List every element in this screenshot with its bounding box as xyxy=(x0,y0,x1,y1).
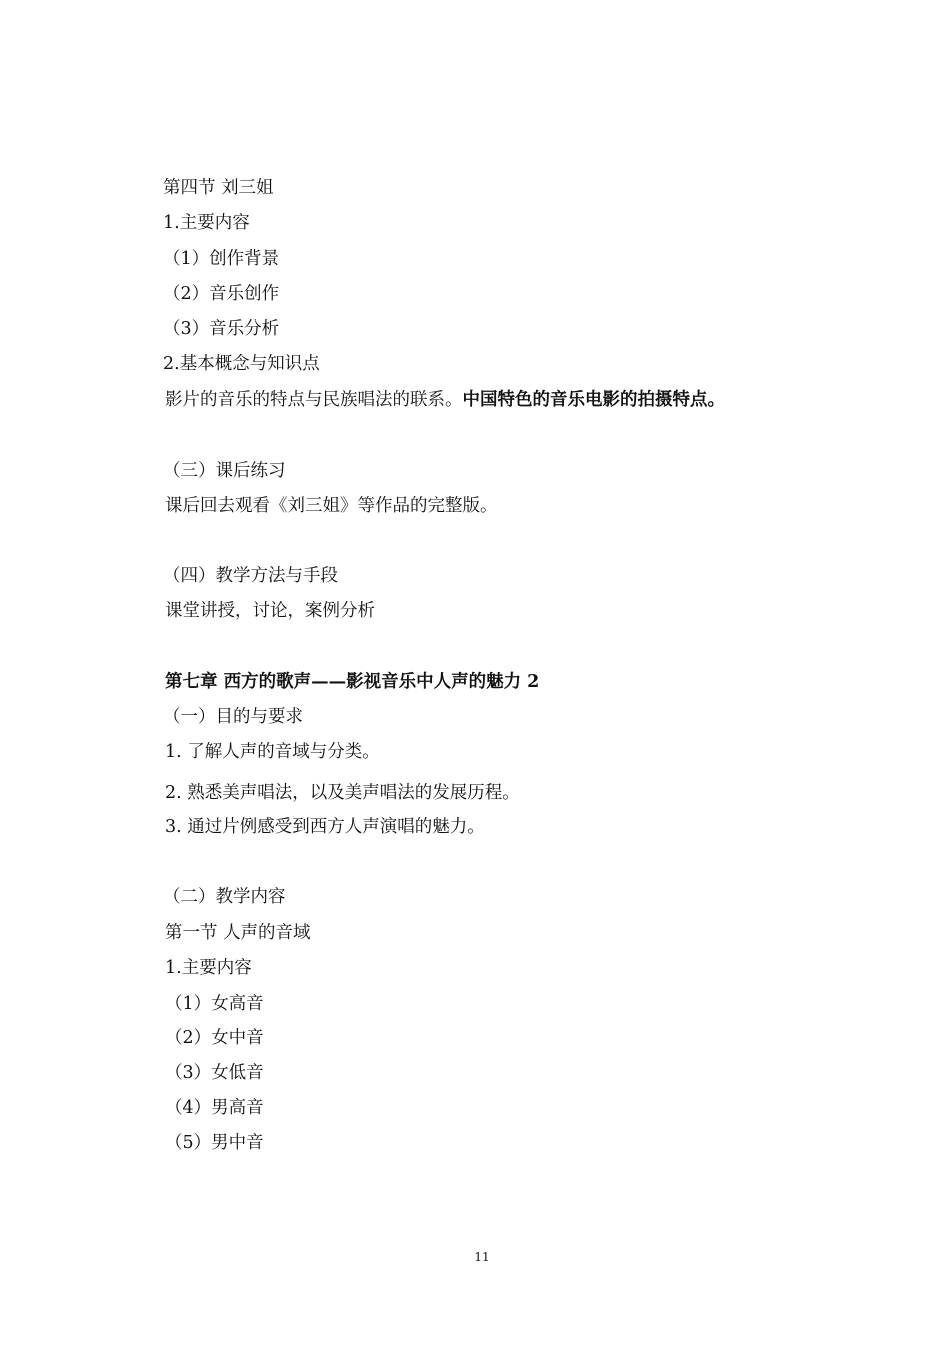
list-item: （1）创作背景 xyxy=(163,249,280,269)
list-item: （3）女低音 xyxy=(165,1063,264,1083)
list-item: （5）男中音 xyxy=(165,1133,264,1153)
section-heading: 第一节 人声的音域 xyxy=(165,923,311,943)
paragraph-text: 影片的音乐的特点与民族唱法的联系。 xyxy=(165,390,463,410)
list-item: （2）女中音 xyxy=(165,1028,264,1048)
list-item: （4）男高音 xyxy=(165,1098,264,1118)
page-number: 11 xyxy=(474,1250,490,1264)
list-item: 2. 熟悉美声唱法，以及美声唱法的发展历程。 xyxy=(165,783,520,803)
paragraph: 课后回去观看《刘三姐》等作品的完整版。 xyxy=(165,496,498,516)
paragraph xyxy=(165,389,725,411)
paragraph: 课堂讲授，讨论，案例分析 xyxy=(165,601,375,621)
subheading: （四）教学方法与手段 xyxy=(163,566,338,586)
subheading: 2.基本概念与知识点 xyxy=(163,354,320,374)
list-item: （2）音乐创作 xyxy=(163,284,280,304)
subheading: 1.主要内容 xyxy=(165,958,252,978)
list-item: 3. 通过片例感受到西方人声演唱的魅力。 xyxy=(165,817,485,837)
subheading: 1.主要内容 xyxy=(163,213,250,233)
section-heading: 第四节 刘三姐 xyxy=(163,178,274,198)
list-item: 1. 了解人声的音域与分类。 xyxy=(165,742,380,762)
chapter-title: 第七章 西方的歌声——影视音乐中人声的魅力 2 xyxy=(165,672,540,692)
list-item: （1）女高音 xyxy=(165,994,264,1014)
list-item: （3）音乐分析 xyxy=(163,319,280,339)
paragraph-bold-text: 中国特色的音乐电影的拍摄特点。 xyxy=(462,390,725,410)
subheading: （二）教学内容 xyxy=(163,887,286,907)
subheading: （一）目的与要求 xyxy=(163,707,303,727)
subheading: （三）课后练习 xyxy=(163,461,286,481)
